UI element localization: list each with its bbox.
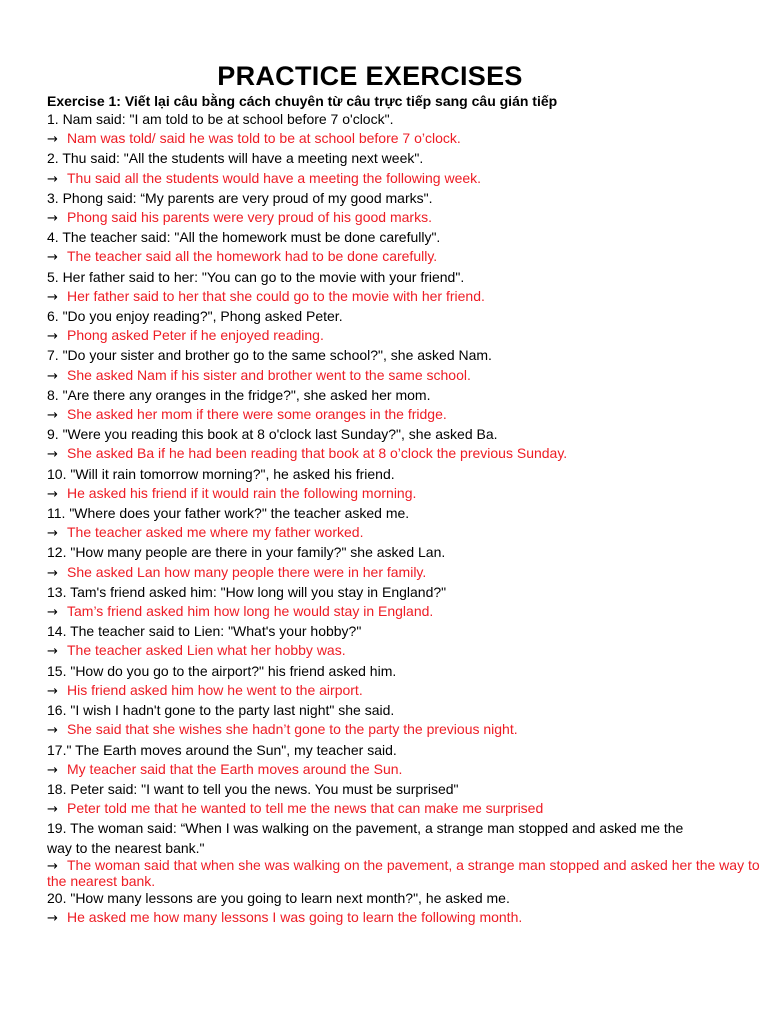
right-arrow-icon: → <box>47 329 58 345</box>
right-arrow-icon: → <box>47 408 58 424</box>
right-arrow-icon: → <box>47 910 58 926</box>
answer-text: She asked Nam if his sister and brother went to the same school. <box>67 366 471 383</box>
question-line: 13. Tam's friend asked him: "How long will you stay in England?" <box>47 583 447 600</box>
right-arrow-icon: → <box>47 683 58 699</box>
answer-text: The woman said that when she was walking on the pavement, a strange man stopped and asked her the way to the nearest bank. <box>47 856 760 889</box>
answer-line <box>47 444 765 464</box>
right-arrow-icon: → <box>47 368 58 384</box>
answer-text: The teacher asked Lien what her hobby was. <box>67 642 346 659</box>
answer-text: She asked Ba if he had been reading that book at 8 o’clock the previous Sunday. <box>67 445 568 462</box>
answer-text: Phong said his parents were very proud of his good marks. <box>67 209 432 226</box>
question-line: 14. The teacher said to Lien: "What's your hobby?" <box>47 623 362 640</box>
answer-text: My teacher said that the Earth moves around the Sun. <box>67 760 403 777</box>
right-arrow-icon: → <box>47 565 58 581</box>
answer-text: His friend asked him how he went to the airport. <box>67 681 363 698</box>
answer-line <box>47 641 765 661</box>
answer-line <box>47 563 765 583</box>
question-line: 3. Phong said: “My parents are very proud of my good marks". <box>47 189 433 206</box>
right-arrow-icon: → <box>47 802 58 818</box>
answer-line <box>47 760 765 780</box>
answer-text: Phong asked Peter if he enjoyed reading. <box>67 327 324 344</box>
question-line: 6. "Do you enjoy reading?", Phong asked Peter. <box>47 308 343 325</box>
question-line: 19. The woman said: “When I was walking on the pavement, a strange man stopped and asked me the way to the nearest bank." <box>47 820 684 856</box>
question-line: 1. Nam said: "I am told to be at school before 7 o'clock". <box>47 111 394 127</box>
right-arrow-icon: → <box>47 250 58 266</box>
answer-text: The teacher asked me where my father worked. <box>67 524 364 541</box>
question-line: 17." The Earth moves around the Sun", my teacher said. <box>47 741 397 758</box>
answer-text: Peter told me that he wanted to tell me the news that can make me surprised <box>67 800 544 817</box>
answer-line <box>47 208 765 228</box>
answer-line <box>47 366 765 386</box>
answer-text: She said that she wishes she hadn’t gone to the party the previous night. <box>67 721 518 738</box>
right-arrow-icon: → <box>47 605 58 621</box>
question-line: 12. "How many people are there in your family?" she asked Lan. <box>47 544 446 561</box>
answer-line <box>47 720 765 740</box>
right-arrow-icon: → <box>47 644 58 660</box>
exercise-list <box>47 110 765 928</box>
answer-line <box>47 602 765 622</box>
answer-line <box>47 247 765 267</box>
right-arrow-icon: → <box>47 171 58 187</box>
right-arrow-icon: → <box>47 132 58 148</box>
answer-line <box>47 287 765 307</box>
answer-text: She asked Lan how many people there were in her family. <box>67 563 427 580</box>
answer-text: Her father said to her that she could go to the movie with her friend. <box>67 287 485 304</box>
question-line: 2. Thu said: "All the students will have a meeting next week". <box>47 150 424 167</box>
right-arrow-icon: → <box>47 447 58 463</box>
right-arrow-icon: → <box>47 858 58 874</box>
question-line: 7. "Do your sister and brother go to the same school?", she asked Nam. <box>47 347 492 364</box>
answer-line <box>47 405 765 425</box>
answer-text: She asked her mom if there were some oranges in the fridge. <box>67 406 447 423</box>
right-arrow-icon: → <box>47 289 58 305</box>
right-arrow-icon: → <box>47 526 58 542</box>
question-line: 8. "Are there any oranges in the fridge?", she asked her mom. <box>47 386 431 403</box>
answer-text: Nam was told/ said he was told to be at school before 7 o’clock. <box>67 130 461 147</box>
right-arrow-icon: → <box>47 762 58 778</box>
exercise-heading: Exercise 1: Viết lại câu bằng cách chuyên từ câu trực tiếp sang câu gián tiếp <box>47 93 558 109</box>
question-line: 16. "I wish I hadn't gone to the party last night" she said. <box>47 702 395 719</box>
question-line: 11. "Where does your father work?" the teacher asked me. <box>47 505 410 522</box>
page-title: PRACTICE EXERCISES <box>217 61 523 91</box>
answer-line <box>47 858 765 889</box>
answer-line <box>47 908 765 928</box>
answer-line <box>47 484 765 504</box>
answer-line <box>47 169 765 189</box>
question-line: 15. "How do you go to the airport?" his friend asked him. <box>47 662 397 679</box>
question-line: 10. "Will it rain tomorrow morning?", he asked his friend. <box>47 465 395 482</box>
right-arrow-icon: → <box>47 486 58 502</box>
answer-line <box>47 523 765 543</box>
question-line: 20. "How many lessons are you going to learn next month?", he asked me. <box>47 889 510 906</box>
right-arrow-icon: → <box>47 211 58 227</box>
answer-text: The teacher said all the homework had to be done carefully. <box>67 248 438 265</box>
answer-line <box>47 681 765 701</box>
answer-text: He asked his friend if it would rain the following morning. <box>67 484 417 501</box>
question-line: 5. Her father said to her: "You can go to the movie with your friend". <box>47 268 465 285</box>
answer-text: He asked me how many lessons I was going to learn the following month. <box>67 908 523 925</box>
right-arrow-icon: → <box>47 723 58 739</box>
question-line: 4. The teacher said: "All the homework must be done carefully". <box>47 229 441 246</box>
question-line: 9. "Were you reading this book at 8 o'clock last Sunday?", she asked Ba. <box>47 426 498 443</box>
answer-text: Tam’s friend asked him how long he would stay in England. <box>67 603 434 620</box>
answer-text: Thu said all the students would have a meeting the following week. <box>67 169 482 186</box>
answer-line <box>47 799 765 819</box>
answer-line <box>47 326 765 346</box>
answer-line <box>47 129 765 149</box>
question-line: 18. Peter said: "I want to tell you the news. You must be surprised" <box>47 780 459 797</box>
